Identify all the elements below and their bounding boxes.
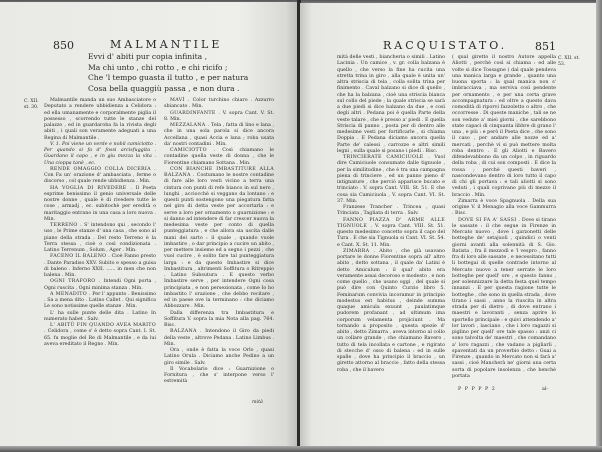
note-entry: V. 1. Poi viene un verde e nobil camiciotto . Per quando si fa d' fossi arcisfuggita . Guardano il capo , e in giu mezza la vita . Una cioppa tanè , ec. [44, 141, 156, 166]
commentary-column-2 [452, 55, 556, 380]
catchword: mità [252, 400, 263, 405]
catchword: al- [542, 387, 549, 392]
verse-line: Che 'l tempo guasta il tutto , e per natura [88, 73, 249, 82]
running-head: RACQUISTATO. [383, 39, 508, 52]
note-entry: mità delle vesti , biancheria o simili . Latino Lacinia . Un camice , v. gr. colla balzana è quello , che verso la fine ha cucita una stretta trina in giro , alla quale è unita un' altra striscia di tela , colla solita trina per finimento . Caval balzano si dice di quello , che ha la balzana , cioè una striscia bianca sul collo del piede ; la quale striscia se sarà a due piedi si dice balzano da due , e così degli altri . Pedana poi è quella Parte della veste talare , che è presso a' piedi . E quella Striscia di panno , posta per di dentro alle medesime vesti per fortificarle , si chiama Doppia . E Pedana diciamo ancora quella Parte de' calessi , carrozze e altri simili legni , sulla quale si posano i piedi . Bisc. [337, 55, 445, 154]
note-entry: A MENADITO . Per l' appunto . Benissimo . Sa a mena dito . Latino Callet . Qui significa Le sono notissime quelle stanze . Min. [44, 291, 157, 310]
note-entry: BALZANA . Intendono il Giro da piedi della veste , altrove Pedana . Latino Limbus . Min. [164, 329, 274, 347]
note-entry: FACENO IL BALENO . Cioè Fanno presto . Dante Paradiso XXV. Subito e spesso a guisa di baleno . Inferno XXII. ...... in men che non balena . Min. [44, 254, 157, 278]
commentary-column-2 [164, 98, 274, 386]
note-entry: MEZZALANA . Tela , fatta di lino e lana , che in una sola parola si dice ancora Accellana , quasi Accia e lana ; roba usata da' nostri contadini . Min. [164, 123, 274, 147]
scan-right-edge [596, 0, 602, 452]
note-entry: MAVÌ . Color turchino chiaro . Azzurro sbiancato . Min. [164, 98, 274, 110]
note-entry: L' ABITÙ FIN QUANDO AVEA MARITO . Celidora , come s' è detto sopra Cant. I. St. 65. fu moglie del Re di Malmantile , e da lui aveva ereditato il Regno . Min. [44, 323, 156, 347]
note-entry: Malmantile manda un suo Ambasciatore o Deputato a rendere ubbidienza a Celidora : ed ella umanamente e corporalmente piglia il possesso , scorrendo tutte le stanze del palazzo , ed in guardaroba fa la rivista degli abiti , i quali son veramente adeguati a una Regina di Malmantile . [44, 98, 156, 141]
note-entry: CON BIANCHE IMBASTITURE ALLA BALZANA . Costumano le nostre contadine di fare alle loro vesti vicino a terra una cintura con punti di refe bianco in sul nero , lunghi , acciocchè si veggano da lontano : e questi punti sostengono una piegatura fatta nel giro di detta veste per accortarla : e serve a loro per ornamento o guarnizione : e si danno ad intendere di far crescer nuova la medesima veste per conto di quella punteggiatura , e che allora sia uscita dalle mani del sarto : il quale , quando vuole imbastire , o dar principio a cucire un abito , per mettere insieme ed a segno i pezzi , che vuol cucire , è solito fare tal punteggiatura larga : e da questo Imbastire si dice Imbastitura , altrimenti Soffitura o Ritreppio . Latino Subsutura . E questo verbo Imbastire serve , per intendere Ogni cosa principiata , e non persezionata , come Io ho imbastito l' orazione , che debbo recitare , ed in paese ove la terminano : che diciamo Abbozzare . Min. [164, 166, 274, 310]
commentary-column-1 [337, 55, 445, 374]
note-entry: RENDE OMAGGIO COLLA DICERIA . Con Fa un' orazione d' ambasciata , ferme o discorso , col quale rende ubbidienza . Min. [44, 166, 156, 185]
page-number: 851 [535, 40, 556, 53]
note-entry: ZIMARRA . Abito , che già usavano portare le donne Fiorentine sopra all' altro abito , detto sottana , il quale da' Latini è detto Amiculum : il qual' abito era veramente assai decoroso e modesto , e non come quello , che usano oggi , del quale si può dire con Quinto Curzio libro 5. Feminarum convivia incoramur in principio modestus est habitus , deinde summa quaque amicula exuunt , paulatimque pudorem profanant , ad ultimum ima corporum velamenta projiciunt . Ma tornando a proposito , questa spezie d' abito , detto Zimarra , aveva intorno al collo un collare grande , che chiamano Bavero , tutto di tela incollata e cartone , e rigirato di stecche d' osso di balena : ed in sulle spalle , dove ha principio il braccio , un giretto attorno al braccio , fatto della stessa roba , che il bavero [337, 248, 445, 373]
running-head: MALMANTILE [110, 38, 223, 51]
page-number: 850 [53, 39, 74, 52]
right-page [300, 3, 596, 449]
note-entry: Ora , onde è fatta la voce Orlo , quasi Latino Orula . Diciamo anche Pedino a un giro simile . Salv. [164, 348, 274, 366]
verse-line: Evvi d' abiti pur copia infinita , [88, 52, 208, 61]
note-entry: Il Vocabolario dice : Guarnizione o Fornitura , che s' interpone verso l' estremità [164, 366, 274, 385]
scan-bottom-edge [0, 446, 602, 452]
note-entry: DOVE SI FA A' SASSI . Dove si tirano le sassate : il che segue in Firenze in Mercato nuovo , dove i garzonetti delle botteghe de' setajuoli , quindici o venti giorni avanti alla solennità di S. Gio. Batista , fra il mezzodì e 'l vespro , fanno fra di loro alle sassate , e necessitano tutti li bottegai di quelle contrade intorno al Mercato nuovo a tener serrate le loro botteghe per quell' ore , e questo fanno , per solennizzare la detta festa quel tempo innanzi . E per questa ragione tutte le botteghe , che sono in quella strada , dove tirano i sassi , anno la riuscita in altra strada per di dietro , di dove entrano i maestri e lavoranti , senza aprire lo sportello principale : e quivi attendendo a' lor lavori , lasciano , che i loro ragazzi si piglino per quell' ore tale spasso : anzi ci sono talvolta de' maestri , che comandano a' loro ragazzi , che vadano a pigliarli , spaventati da un proverbio detto : Guai a Firenze , quando in Mercato non si farà a' sassi , cioè Mancherà ne' giorni una certa sorta di popolare insolenza , che benchè portata [452, 217, 557, 379]
note-entry: ( qual giretto il nostro Autore appella Aliotti , perchè così si chiama : ed alle volte si dice Tossagne ) dal quale pendeva una manica larga e grande , quanto una buona sporta : la qual manica non s' imbracciava , ma serviva così pendente per ornamento , e per una certa grave accompagnatura : ed oltre a questo dava comodità di riporvi fazzoletto o altro , che occorresse . Di queste maniche , tali se ne son vedute a' miei giorni , che sarebbono state capaci di cinquanta libbre di grano l' una , e più : e però il Poeta dice , che sono il caso , per andare alle nozze ed a' mercati , perchè vi si può mettere molta roba dentro . E gli Aliotti e Bavero difendevabbono da un colpo , in riguardo della roba , di cui son composti . E dice la rossa ; perchè questi baveri , nascondevano dentro di loro tutto il capo di chi gli portava : e tali aliotti si sono veduti , i quali coprivano più di mezzo il braccio . Min. [452, 55, 556, 198]
note-entry: Zimarra è voce Spagnuola . Della sua origine V. il Menagio alla voce Gammurra . Bisc. [452, 198, 556, 217]
note-entry: Franzese Trancher . Trincea , quasi Trinciata , Tagliata di terra . Salv. [337, 205, 445, 217]
note-entry: Dalla differenza tra Imbastitura e Soffitura V. sopra la mia Nota alla pag. 764. Bisc. [164, 310, 274, 328]
commentary-column-1 [44, 98, 156, 348]
verse-stanza [88, 52, 248, 94]
note-entry: TRINCIERATE CAMICIUOLE . Vuol dire Camiciuole consumate dalle tignuole , per la similitudine , che è tra una campagna piena di trinciere , ed un panno pieno d' intignature , che perciò apparisce bucato e trinciato . V. sopra Cant. VIII. St. 51. E che cosa sia Camiciuola , V. sopra Cant. VI. St. 37. Min. [337, 155, 445, 204]
note-entry: TERRENO . S' intendono qui , secondo l' uso , le Prime stanze d' una casa , che sono al piano della strada . Del resto Terreno è la Terra stessa , cioè o così condizionata . Latino Terrenum , Solum , Ager . Min. [44, 223, 156, 253]
verse-line: Cosa bella quaggiù passa , e non dura . [88, 83, 240, 93]
margin-note: C. XII. st. 30. [24, 99, 39, 110]
left-page [0, 2, 298, 448]
margin-note: C. XII. st. 53. [558, 56, 580, 67]
note-entry: L' ha sulle punte delle dita . Latino In numerato habet . Salv. [44, 310, 156, 322]
note-entry: OGNI TRAFORO . Intendi Ogni porta , Ogni ruscita , Ogni minima stanza . Min. [44, 279, 156, 291]
note-entry: FANNO PIAZZA D' ARME ALLE TIGNUOLE . V. sopra Cant. VIII. St. 51. questo medesimo concetto sopra il capo del Tura . E che sia Tignuola si Cant. VI. St. 54. e Cant. X. St. 11. Min. [337, 217, 446, 248]
note-entry: CAMICIOTTO . Così chiamano le contadine quella veste di donna , che le Fiorentine chiamano Sottana . Min. [164, 148, 275, 166]
signature-mark: P P P P P 2 [458, 387, 496, 392]
verse-line: Ma chi unto , chi rotto , e chi ricifo ; [88, 62, 228, 72]
note-entry: GUARDINFANTE . V. sopra Cant. V. St. 8. Min. [164, 110, 274, 122]
note-entry: HA VOGLIA DI RIVEDERE . Il Poeta esprime benissimo il genio universale delle nostre donne , quale è di rivedere tutte le cose , armadj , ec. subitochè per eredità o maritaggio entrano in una casa a loro nuova . Min. [44, 185, 156, 222]
